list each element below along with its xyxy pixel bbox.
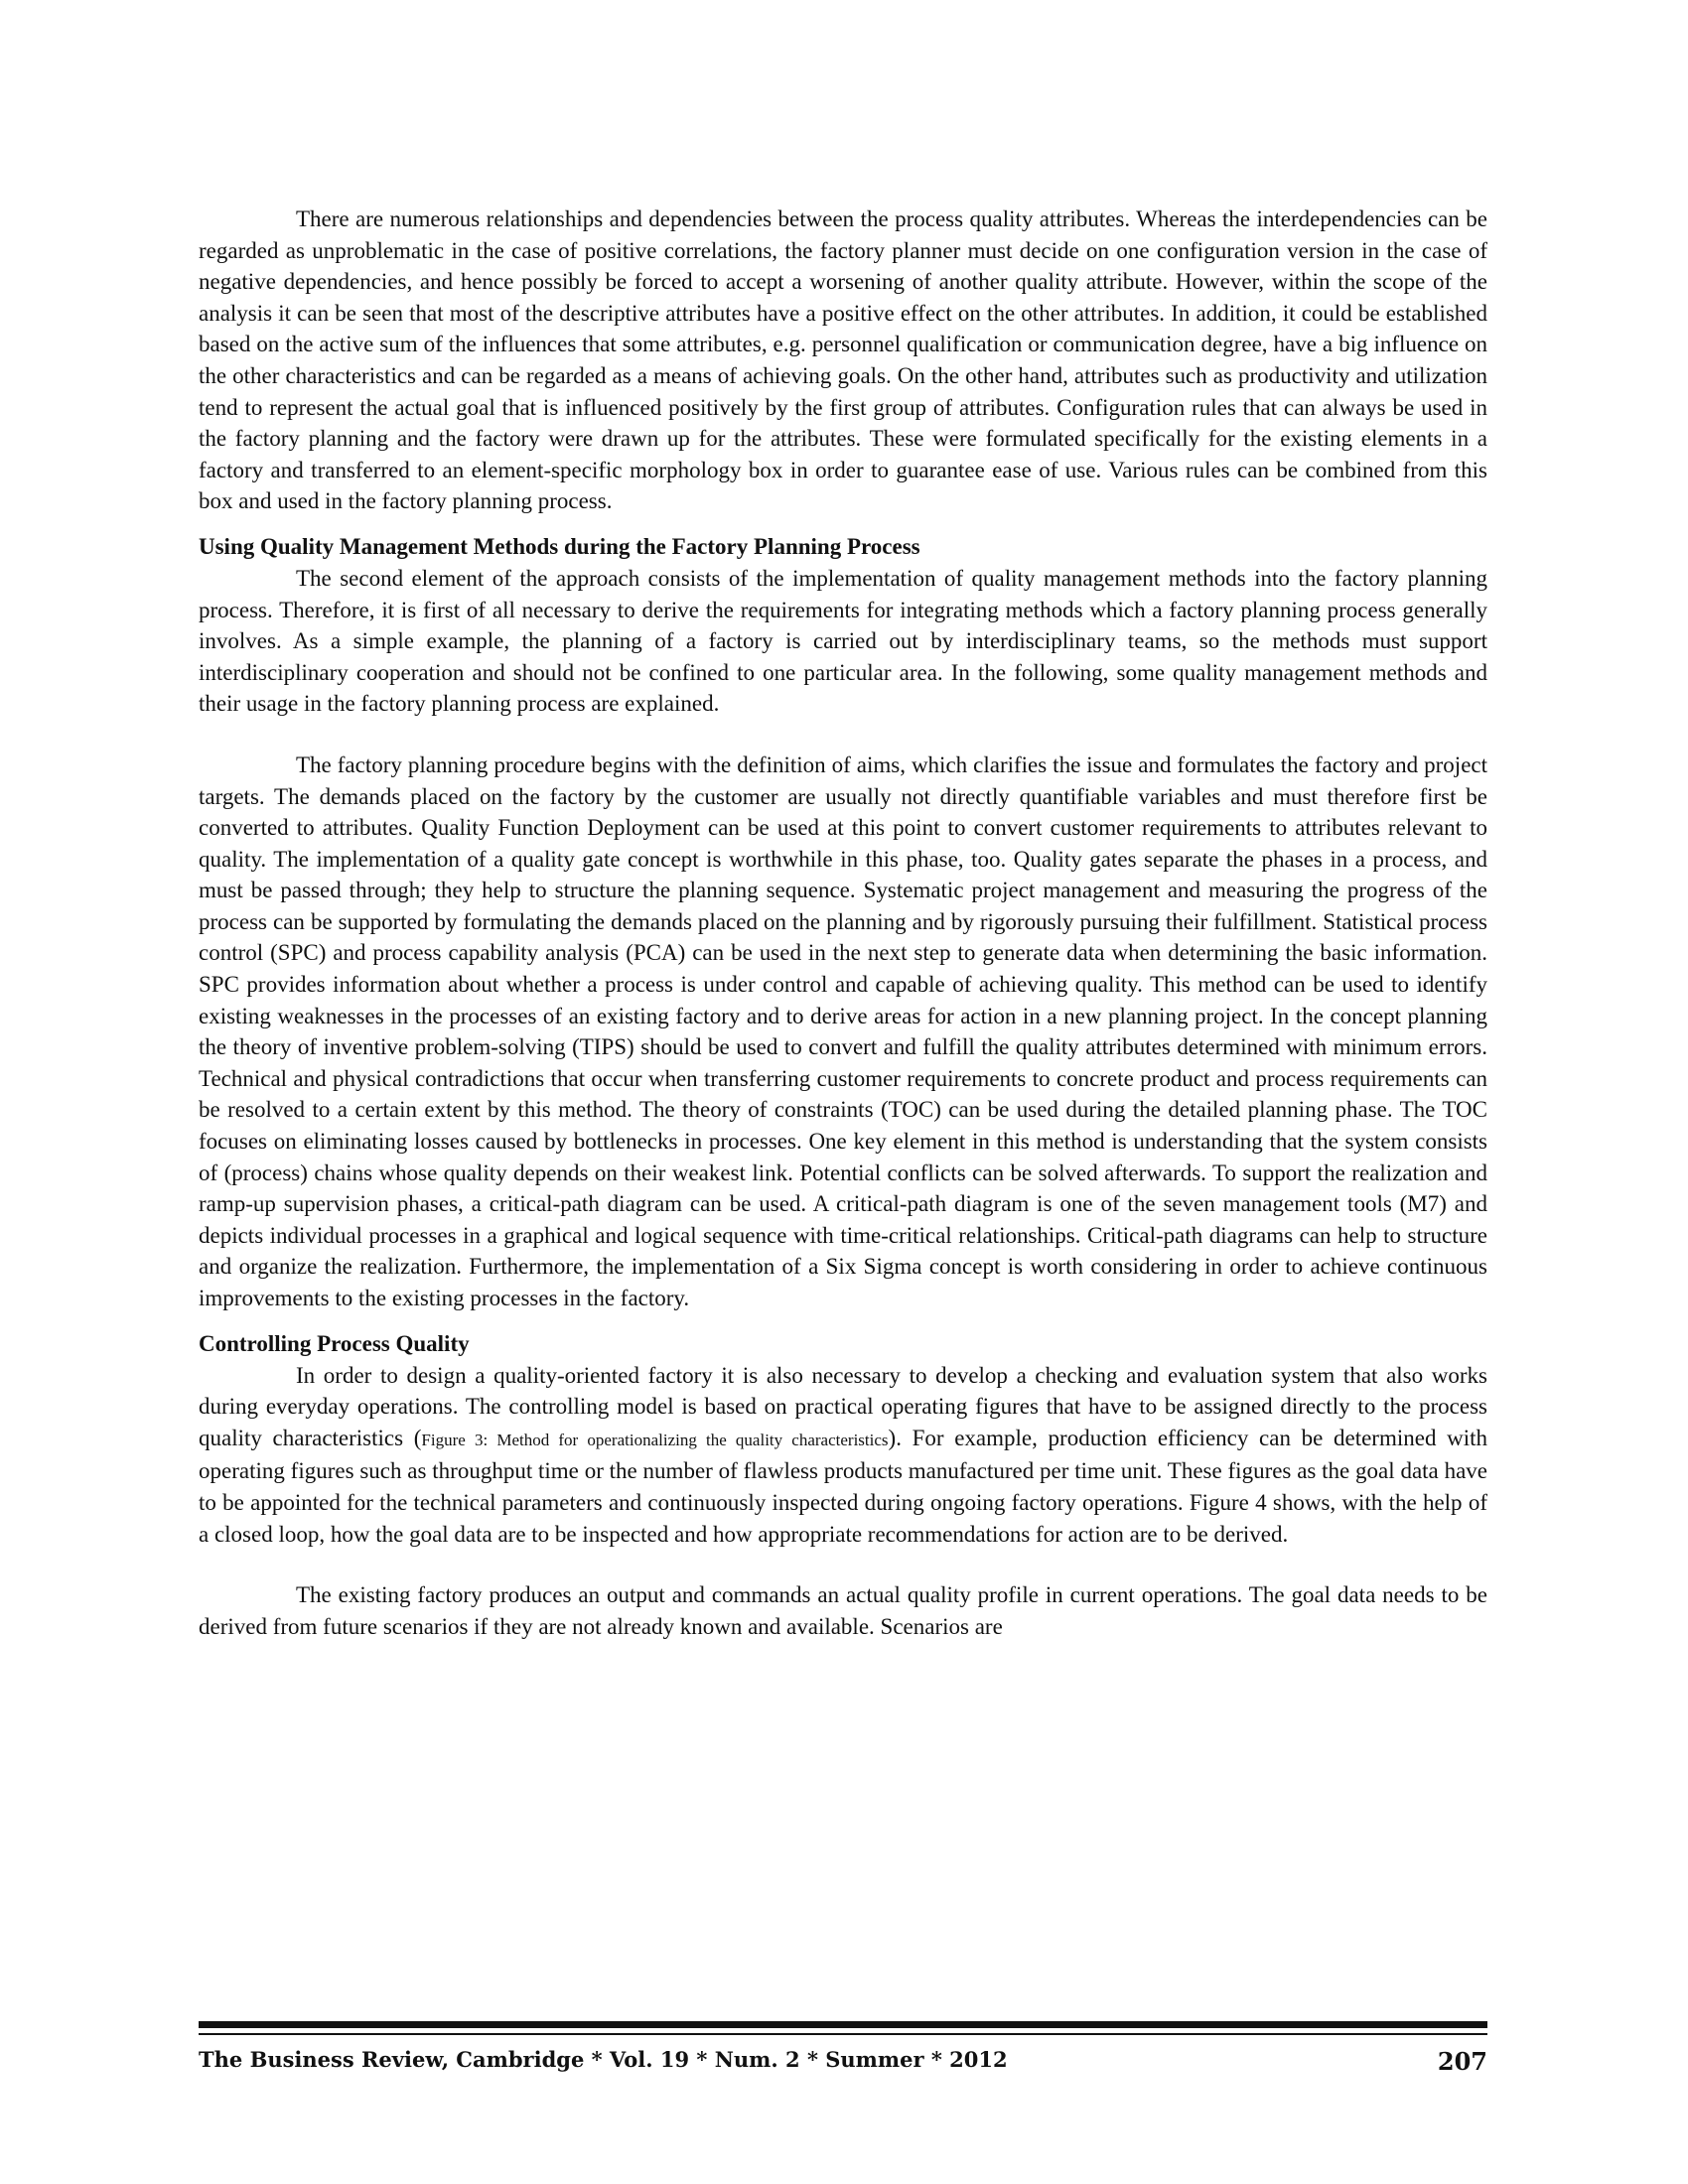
- paragraph-planning-procedure: The factory planning procedure begins with the definition of aims, which clarifies the issue and formulates the factory and project targets. The demands placed on the factory by the customer are usually not directly quantifiable variables and must therefore first be converted to attributes. Quality Function Deployment can be used at this point to convert customer requirements to attributes relevant to quality. The implementation of a quality gate concept is worthwhile in this phase, too. Quality gates separate the phases in a process, and must be passed through; they help to structure the planning sequence. Systematic project management and measuring the progress of the process can be supported by formulating the demands placed on the planning and by rigorously pursuing their fulfillment. Statistical process control (SPC) and process capability analysis (PCA) can be used in the next step to generate data when determining the basic information. SPC provides information about whether a process is under control and capable of achieving quality. This method can be used to identify existing weaknesses in the processes of an existing factory and to derive areas for action in a new planning project. In the concept planning the theory of inventive problem-solving (TIPS) should be used to convert and fulfill the quality attributes determined with minimum errors. Technical and physical contradictions that occur when transferring customer requirements to concrete product and process requirements can be resolved to a certain extent by this method. The theory of constraints (TOC) can be used during the detailed planning phase. The TOC focuses on eliminating losses caused by bottlenecks in processes. One key element in this method is understanding that the system consists of (process) chains whose quality depends on their weakest link. Potential conflicts can be solved afterwards. To support the realization and ramp-up supervision phases, a critical-path diagram can be used. A critical-path diagram is one of the seven management tools (M7) and depicts individual processes in a graphical and logical sequence with time-critical relationships. Critical-path diagrams can help to structure and organize the realization. Furthermore, the implementation of a Six Sigma concept is worth considering in order to achieve continuous improvements to the existing processes in the factory.: [199, 751, 1487, 1310]
- page-number: 207: [1437, 2047, 1487, 2076]
- journal-citation: The Business Review, Cambridge * Vol. 19 * Num. 2 * Summer * 2012: [199, 2047, 1008, 2072]
- paragraph-relationships: There are numerous relationships and dependencies between the process quality attributes. Whereas the interdependencies can be regarded as unproblematic in the case of positive correlations, the factory planner must decide on one configuration version in the case of negative dependencies, and hence possibly be forced to accept a worsening of another quality attribute. However, within the scope of the analysis it can be seen that most of the descriptive attributes have a positive effect on the other attributes. In addition, it could be established based on the active sum of the influences that some attributes, e.g. personnel qualification or communication degree, have a big influence on the other characteristics and can be regarded as a means of achieving goals. On the other hand, attributes such as productivity and utilization tend to represent the actual goal that is influenced positively by the first group of attributes. Configuration rules that can always be used in the factory planning and the factory were drawn up for the attributes. These were formulated specifically for the existing elements in a factory and transferred to an element-specific morphology box in order to guarantee ease of use. Various rules can be combined from this box and used in the factory planning process.: [199, 206, 1487, 514]
- figure-reference: Figure 3: Method for operationalizing the quality characteristics: [421, 1430, 889, 1449]
- section-heading-controlling: Controlling Process Quality: [199, 1330, 470, 1356]
- footer-rule-thin: [199, 2033, 1487, 2035]
- paragraph-controlling-text-a: In order to design a quality-oriented factory it is also necessary to develop a checking and evaluation system that also works during everyday operations. The controlling model is based on practical operating figures that have to be assigned directly to the process quality characteristics (: [199, 1362, 1487, 1450]
- paragraph-controlling-text-b: ). For example, production efficiency can be determined with operating figures such as throughput time or the number of flawless products manufactured per time unit. These figures as the goal data have to be appointed for the technical parameters and continuously inspected during ongoing factory operations. Figure 4 shows, with the help of a closed loop, how the goal data are to be inspected and how appropriate recommendations for action are to be derived.: [199, 1425, 1487, 1547]
- paragraph-existing-factory: The existing factory produces an output and commands an actual quality profile in current operations. The goal data needs to be derived from future scenarios if they are not already known and available. Scenarios are: [199, 1582, 1487, 1639]
- paragraph-controlling-model: [199, 1360, 1487, 1551]
- paragraph-second-element: The second element of the approach consists of the implementation of quality management methods into the factory planning process. Therefore, it is first of all necessary to derive the requirements for integrating methods which a factory planning process generally involves. As a simple example, the planning of a factory is carried out by interdisciplinary teams, so the methods must support interdisciplinary cooperation and should not be confined to one particular area. In the following, some quality management methods and their usage in the factory planning process are explained.: [199, 565, 1487, 717]
- page-body: [199, 204, 1487, 1642]
- section-heading-quality-methods: Using Quality Management Methods during the Factory Planning Process: [199, 533, 920, 559]
- page-footer: [199, 2047, 1487, 2076]
- footer-rule-thick: [199, 2021, 1487, 2028]
